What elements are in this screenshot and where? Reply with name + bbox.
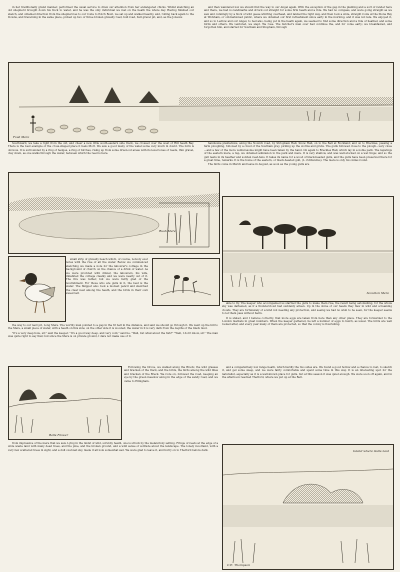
article-column-right-top: [204, 6, 392, 62]
illustration-wader: [152, 258, 220, 306]
artist-signature: C.E. Thompson: [227, 563, 251, 567]
illustration-scoulton-mere: [222, 196, 394, 302]
paragraph: able to fly. The keeper who accompanied us startled the gulls to make them rise, the result being astonishing, for the whole sky was darkened, as if a thundercloud had suddenly arisen. Up in the dome of our heads they flew in wild and screaming clouds. They are fortunately of a kind not needing any protection, and seeing we had no wish to be seen, for the keeper seems to let them pass without harm.: [222, 302, 392, 316]
caption-fowl-mere: Fowl Mere: [13, 135, 30, 139]
caption-scoulton-mere: Scoulton Mere: [366, 291, 389, 295]
paragraph: and then wandered low we should find the way to our Angel again. With the exception of the gap in the planting and a sort of render here and there, we had no landmarks and struck out straight for some firm heath and a ride. We had no compass, and were going straight as we saw and cunningly by a flock of wild geese whirling overhead, and landed the right way, and then took a wide, straight route at the Stone Bay at Wickham, or old-fashioned public, where we obtained our first refreshment since early in the morning, and it was not late. We enjoyed it, and so to Ledlow and our Angel, to bed also, being yet in the heath again, we seemed to find some direction and a ride of heather, and some birds and others. We ventured, we slept. We rose. The butcher's man over had continue the, and for come early; we breakfasted, and forgotten him, and started for Southam and Shopham, through: [204, 6, 392, 30]
paragraph: It is stated, and I believe correctly, that more eggs are taken from here than any other place. They are forwarded to the London markets in great numbers. When the keeper gathered, he left a number of eggs to hatch, as usual. The birds are well looked after, and every year many of them are protected, so that the colony is flourishing.: [222, 316, 392, 327]
caption-rush-mere: Rush Mere: [159, 229, 176, 233]
paragraph: Following the Drove, we walked along the Breck; the wild grasses and bracken of the track, and the birds, the birds among the wild lilies and bracken of the Breck. We rode on, followed the road, keeping an eye by the green meadow along in the edge of the sandy road, and we came to Ellingham.: [124, 366, 218, 383]
article-column-right-mid: [204, 142, 392, 192]
caption-island-mere: Island where Gulls nest: [353, 449, 389, 453]
paragraph: The birds come in March and leave in August, as soon as the young gulls are: [208, 163, 310, 167]
paragraph: and a comparatively low range heath, which hardly the two sides are. We found a good hollow and a chance to rest, to sketch it, and get some sleep, and we were fairly comfortable and spent some time in this way. It is an interesting spot for the naturalist, especially as it is a well-known place for gulls, but at this season it was quiet enough. We were soon off again, and in the afternoon reached Thetford, where we put up at the Bell.: [222, 366, 392, 380]
illustration-island-mere: [222, 444, 394, 570]
paragraph: the way to our next pit, Long Mere. The worthy man pointed to a gap in the fir belt in the distance, and said we should go through it. We went up the hill to the Mere, a small piece of water, with a heath on this side; on the other side it is wooded; the water in it is very dark from the depths of the black mud.: [8, 324, 218, 331]
illustration-black-headed-gull: [8, 256, 66, 322]
paragraph: from impressive of the mere that we saw. Lying in the midst of wild, scrubby heath, one is struck by the melancholy setting. Fringe of reeds at the edge of a wide waste land with many dead trees, and the pine, and the broken ground, and a wild sense of solitude about the landscape. The lonely moorland, with a very few scattered trees in sight, and a dull overcast sky, made it all look somewhat sad. We were glad to leave it, and hurry on to Thetford before dark.: [8, 442, 218, 452]
illustration-fowl-mere: [8, 62, 394, 142]
article-column-left-bottom: [8, 442, 218, 566]
article-column-gull-side: [66, 258, 148, 322]
article-column-right-flight: [222, 302, 392, 364]
caption-bells-flower: Bells Flower: [49, 433, 69, 437]
article-column-left-top: [8, 6, 194, 62]
article-column-right-lower: [222, 366, 392, 442]
paragraph: in her traditionally grand manner, performed the usual service to draw our attention from her endangered chicks. Whilst sketching an old shepherd brought down his flock to water, and he was the only individual we met on the heath the whole day. Having finished our sketch, and obtained direction from the shepherd as to our route to Potch Bowl, we sat up and walked heavily, and, rolling back again to the Downs, and traversing in the same place, picked up two or three broken gravelly road, hull road, hull gravel pit, and, as the Jonsons: [8, 6, 194, 20]
paragraph: small strip of gravelly beach which, of course, nobody ever notes with the rise of all the water. Below we commenced sketching we made a note for the labourer's cottage in the background of church on the chance of a drink of water. As we were provided with dinner, the labourers, his wife, inhabited the cottage cleanly and we were nearly out of it. The fire was rather, but we were fairly glad of the nourishment. For those who are gulls in it, the best is the water. The Skipper also took a modest pencil and sketched the clear nest among the heath, and the birds in their own sweet lair.: [66, 258, 148, 296]
paragraph: "It's a very deep hole, sir," said the keeper. "It's a good way deep, and very cold," said he. "Well, but what about the fish?" "Well, I don't know, sir." The man was quite right to say that; but since the Mere is on private ground, I dare not make use of it.: [8, 331, 218, 339]
article-column-follow: [124, 366, 218, 438]
paragraph: handsome plantations, along the Nowich road, by Shropham Hall, Snow Hall, on to the Bell at Rockland; and on to Breckles, passing a farm ploughing, followed by a cloud of the Southam grey, picking up the worms and grubs. The gulls followed close to the plough—very close—and a few of the more venturesome might have been taken by the hand. On again to Breckles Hall, which lay in a noble park. The lapwings of the eastern mere, a rap, we obtained admission to the park and mere. It is very shallow, and was well-stocked on a wet tinge; and so the gull nests in its heather and sodden reed-fens. It takes its name for a wood of black-headed gulls, and the gulls have been preserved there for a great time, remarks. It is the home of the eastern, or black-headed gull, (L. ridibundus). The mere is only two miles round.: [204, 142, 392, 163]
article-column-left-mid: [8, 142, 194, 170]
illustration-lower-left-heath: [8, 366, 122, 440]
illustration-rush-mere: [8, 172, 220, 254]
paragraph: Southward, we take a right from the old, and cheer a new little south-eastern side track, we crossed over the west of Hill heath Bay. There is the best example of the cross-shaped place it feels Mort. We saw a good many of the water-some very much in doubt. The form is obvious. It is surrounded by a ring of hedges, a ring of birches, rising up from some dried-out areas with its level tones of reeds, thin gravel, clay down, as one walks through the water, between which the reed is here.: [8, 142, 194, 156]
article-column-left-low: [8, 324, 218, 364]
